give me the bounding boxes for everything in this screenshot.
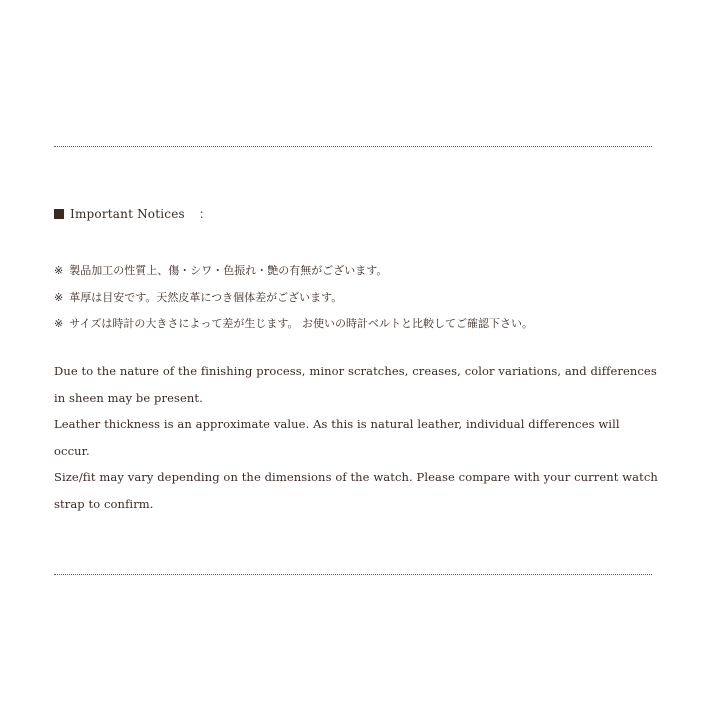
notices-heading-colon: ： <box>198 207 212 221</box>
square-bullet-icon <box>54 209 64 219</box>
japanese-notice-text: 革厚は目安です。天然皮革につき個体差がございます。 <box>69 290 343 304</box>
bottom-dotted-divider <box>54 574 652 575</box>
japanese-notice-item <box>54 258 533 285</box>
reference-mark: ※ <box>54 264 64 277</box>
japanese-notices-list <box>54 258 533 338</box>
japanese-notice-item <box>54 285 533 312</box>
english-notice-thickness: Leather thickness is an approximate value. As this is natural leather, individual differences will occur. <box>54 417 620 458</box>
reference-mark: ※ <box>54 290 64 304</box>
english-notices-list <box>54 358 658 517</box>
notices-heading-text: Important Notices <box>70 206 185 221</box>
japanese-notice-text: 製品加工の性質上、傷・シワ・色振れ・艶の有無がございます。 <box>69 264 388 277</box>
reference-mark: ※ <box>54 317 64 330</box>
japanese-notice-text: サイズは時計の大きさによって差が生じます。 お使いの時計ベルトと比較してご確認下さい。 <box>69 317 533 330</box>
top-dotted-divider <box>54 146 652 147</box>
notices-heading <box>54 205 211 222</box>
japanese-notice-item <box>54 311 533 338</box>
english-notice-finishing: Due to the nature of the finishing process, minor scratches, creases, color variations, and differences in sheen may be present. <box>54 364 657 405</box>
english-notice-size: Size/fit may vary depending on the dimensions of the watch. Please compare with your current watch strap to confirm. <box>54 470 658 511</box>
